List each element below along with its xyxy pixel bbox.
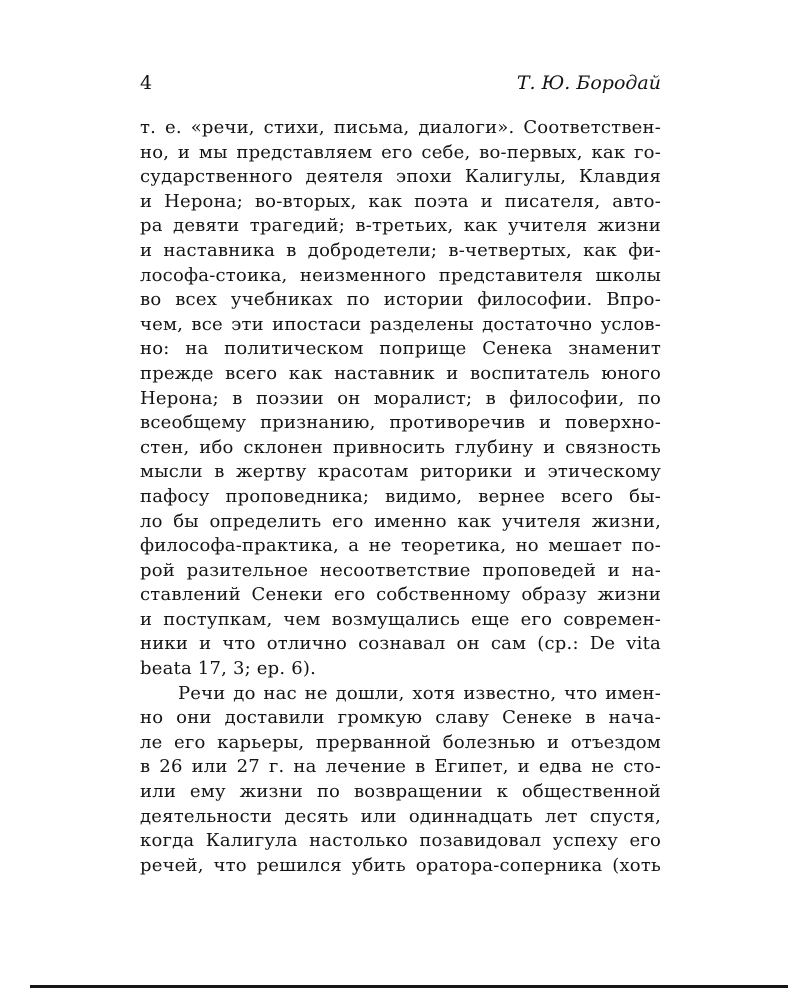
text-line: и поступкам, чем возмущались еще его современ- — [140, 608, 661, 630]
text-line: мысли в жертву красотам риторики и этическому — [140, 461, 661, 483]
text-line: в 26 или 27 г. на лечение в Египет, и едва не сто- — [140, 756, 661, 778]
text-line: речей, что решился убить оратора-соперника (хоть — [140, 854, 661, 876]
text-line: сударственного деятеля эпохи Калигулы, Клавдия — [140, 166, 661, 188]
text-line: чем, все эти ипостаси разделены достаточно услов- — [140, 313, 661, 335]
text-line: когда Калигула настолько позавидовал успеху его — [140, 830, 661, 852]
paragraph — [140, 682, 661, 879]
text-line: пафосу проповедника; видимо, вернее всего бы- — [140, 485, 661, 507]
text-line: философа-практика, а не теоретика, но мешает по- — [140, 535, 661, 557]
body-text — [140, 116, 661, 878]
text-line: т. е. «речи, стихи, письма, диалоги». Соответствен- — [140, 117, 661, 138]
text-line: или ему жизни по возвращении к общественной — [140, 781, 661, 803]
text-line: прежде всего как наставник и воспитатель юного — [140, 362, 661, 384]
page-header — [140, 72, 661, 94]
text-line: лософа-стоика, неизменного представителя школы — [140, 264, 661, 286]
text-line: но, и мы представляем его себе, во-первых, как го- — [140, 141, 661, 163]
text-line: beata 17, 3; ep. 6). — [140, 658, 316, 680]
running-head-author: Т. Ю. Бородай — [516, 72, 661, 94]
text-line: и Нерона; во-вторых, как поэта и писателя, авто- — [140, 190, 661, 212]
text-line: ники и что отлично сознавал он сам (ср.: De vita — [140, 633, 661, 655]
page-edge-line — [30, 985, 788, 988]
text-line: но они доставили громкую славу Сенеке в нача- — [140, 707, 661, 729]
page-number: 4 — [140, 72, 153, 94]
text-line: и наставника в добродетели; в-четвертых, как фи- — [140, 239, 661, 261]
text-line: но: на политическом поприще Сенека знаменит — [140, 338, 661, 360]
text-line: рой разительное несоответствие проповедей и на- — [140, 559, 661, 581]
text-line: во всех учебниках по истории философии. Впро- — [140, 289, 661, 311]
text-line: Речи до нас не дошли, хотя известно, что имен- — [178, 682, 661, 704]
text-line: ставлений Сенеки его собственному образу жизни — [140, 584, 661, 606]
text-line: стен, ибо склонен привносить глубину и связность — [140, 436, 661, 458]
text-line: Нерона; в поэзии он моралист; в философии, по — [140, 387, 661, 409]
text-line: ло бы определить его именно как учителя жизни, — [140, 510, 661, 532]
text-line: ра девяти трагедий; в-третьих, как учителя жизни — [140, 215, 661, 237]
paragraph — [140, 116, 661, 682]
text-line: ле его карьеры, прерванной болезнью и отъездом — [140, 731, 661, 753]
text-line: всеобщему признанию, противоречив и поверхно- — [140, 412, 661, 434]
text-line: деятельности десять или одиннадцать лет спустя, — [140, 805, 661, 827]
